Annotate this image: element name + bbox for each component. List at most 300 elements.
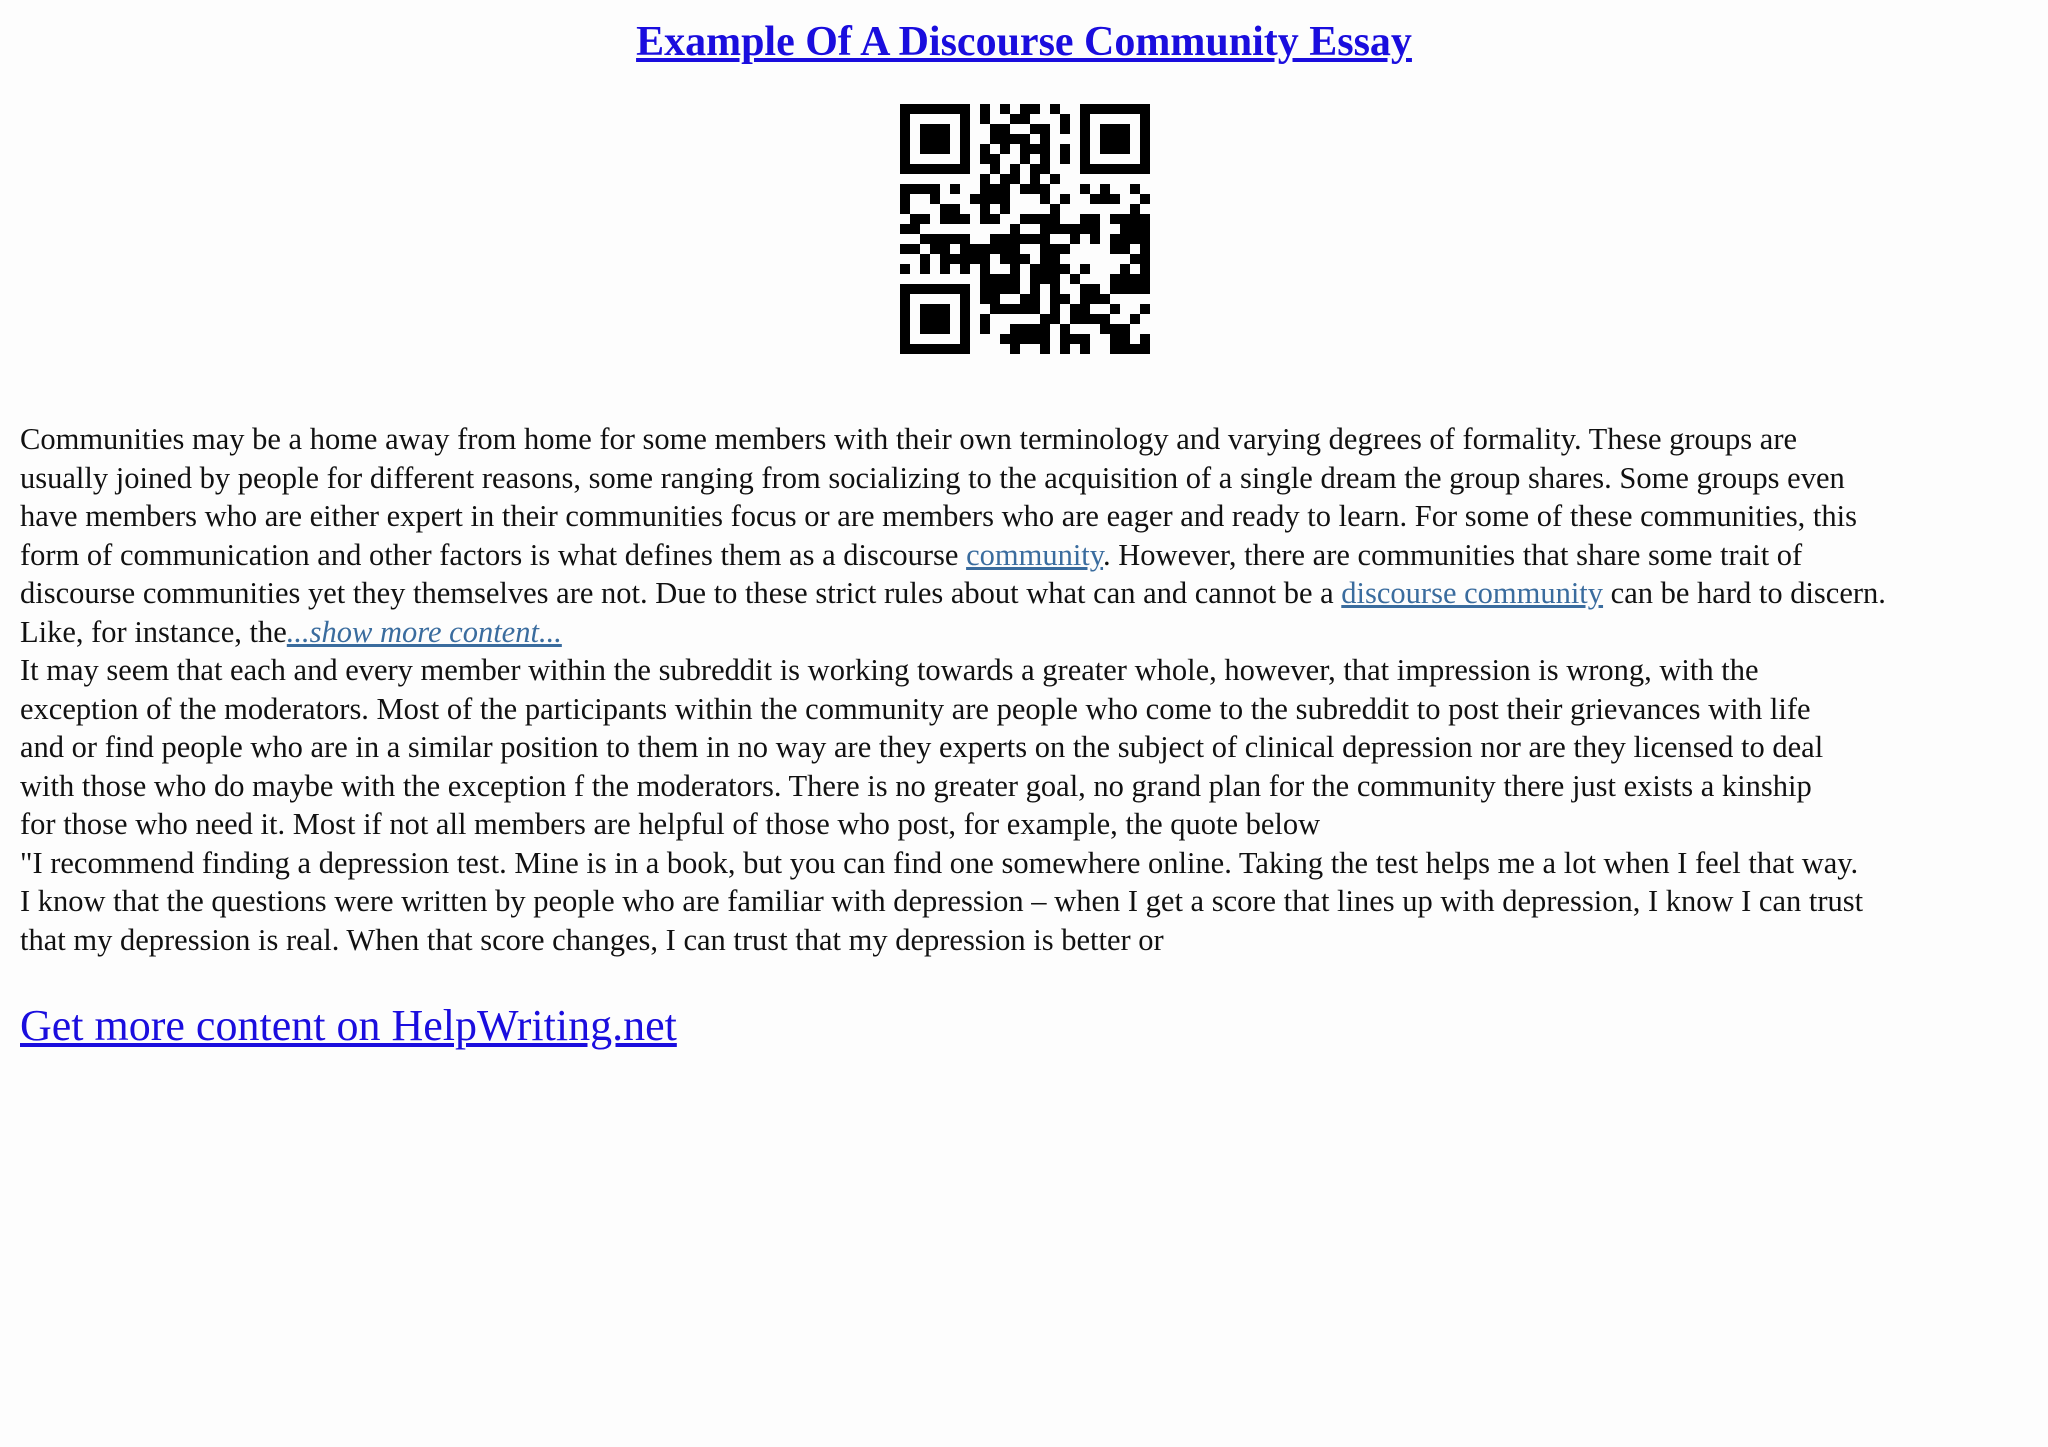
qr-module (910, 214, 920, 224)
qr-module (1060, 194, 1070, 204)
qr-module (1000, 124, 1010, 134)
qr-module (900, 334, 910, 344)
qr-module (1090, 314, 1100, 324)
qr-module (950, 204, 960, 214)
qr-module (1010, 164, 1020, 174)
qr-module (1080, 184, 1090, 194)
qr-module (1110, 214, 1120, 224)
qr-module (1020, 144, 1030, 154)
qr-module (1140, 344, 1150, 354)
qr-module (1110, 124, 1120, 134)
qr-module (970, 254, 980, 264)
show-more-link[interactable]: ...show more content... (286, 614, 562, 649)
qr-module (910, 344, 920, 354)
qr-module (960, 214, 970, 224)
qr-module (900, 144, 910, 154)
qr-module (1040, 334, 1050, 344)
qr-module (960, 104, 970, 114)
qr-module (920, 214, 930, 224)
qr-module (900, 304, 910, 314)
qr-module (920, 314, 930, 324)
qr-module (1120, 344, 1130, 354)
qr-module (960, 264, 970, 274)
qr-module (900, 264, 910, 274)
qr-module (900, 104, 910, 114)
qr-module (1060, 144, 1070, 154)
qr-module (1040, 274, 1050, 284)
qr-module (990, 134, 1000, 144)
qr-module (1060, 344, 1070, 354)
text-line: "I recommend finding a depression test. Mine is in a book, but you can find one somewhere online. Taking the test helps me a lot when I feel that way. (20, 845, 1859, 880)
qr-module (1010, 264, 1020, 274)
text-line (20, 574, 2040, 613)
qr-module (940, 344, 950, 354)
qr-module (1010, 254, 1020, 264)
qr-module (980, 114, 990, 124)
discourse-community-link[interactable]: discourse community (1341, 576, 1604, 610)
qr-module (940, 164, 950, 174)
qr-module (990, 214, 1000, 224)
qr-module (1000, 244, 1010, 254)
qr-module (1030, 304, 1040, 314)
qr-module (1120, 104, 1130, 114)
qr-module (1080, 104, 1090, 114)
qr-module (1040, 224, 1050, 234)
qr-module (920, 134, 930, 144)
qr-module (1060, 324, 1070, 334)
qr-module (1090, 214, 1100, 224)
qr-module (1000, 184, 1010, 194)
qr-module (1010, 234, 1020, 244)
qr-module (980, 214, 990, 224)
qr-module (1140, 194, 1150, 204)
qr-module (1110, 284, 1120, 294)
qr-module (1060, 114, 1070, 124)
qr-module (930, 124, 940, 134)
qr-module (1050, 264, 1060, 274)
qr-module (1000, 334, 1010, 344)
qr-module (960, 154, 970, 164)
text-segment: form of communication and other factors is what defines them as a discourse (20, 537, 967, 572)
community-link[interactable]: community (966, 537, 1104, 572)
qr-module (980, 264, 990, 274)
qr-module (1040, 214, 1050, 224)
qr-module (1070, 274, 1080, 284)
qr-module (990, 194, 1000, 204)
qr-module (1090, 194, 1100, 204)
qr-module (900, 114, 910, 124)
qr-module (1030, 174, 1040, 184)
qr-module (980, 314, 990, 324)
qr-module (1100, 314, 1110, 324)
qr-module (910, 244, 920, 254)
helpwriting-link[interactable]: Get more content on HelpWriting.net (20, 1001, 677, 1050)
qr-module (1110, 244, 1120, 254)
qr-module (1030, 104, 1040, 114)
qr-module (1010, 114, 1020, 124)
qr-module (940, 234, 950, 244)
qr-module (1080, 314, 1090, 324)
qr-module (1140, 124, 1150, 134)
qr-module (1080, 214, 1090, 224)
qr-module (900, 284, 910, 294)
qr-module (1080, 114, 1090, 124)
qr-module (990, 164, 1000, 174)
qr-module (910, 184, 920, 194)
qr-module (1020, 294, 1030, 304)
qr-module (1120, 324, 1130, 334)
qr-module (980, 194, 990, 204)
qr-module (980, 294, 990, 304)
qr-module (940, 284, 950, 294)
qr-module (1140, 274, 1150, 284)
qr-module (1010, 274, 1020, 284)
qr-module (1100, 324, 1110, 334)
qr-module (1040, 134, 1050, 144)
qr-module (960, 144, 970, 154)
qr-module (900, 294, 910, 304)
qr-module (940, 144, 950, 154)
qr-module (1040, 264, 1050, 274)
qr-module (1140, 134, 1150, 144)
qr-module (1040, 254, 1050, 264)
text-line: that my depression is real. When that score changes, I can trust that my depression is better or (20, 922, 1164, 957)
qr-module (930, 164, 940, 174)
qr-module (1080, 264, 1090, 274)
qr-module (1060, 154, 1070, 164)
qr-module (1020, 234, 1030, 244)
qr-module (980, 284, 990, 294)
qr-module (960, 244, 970, 254)
qr-module (1130, 344, 1140, 354)
qr-module (930, 144, 940, 154)
text-line: I know that the questions were written by people who are familiar with depression – when I get a score that lines up with depression, I know I can trust (20, 884, 1864, 918)
qr-module (980, 244, 990, 254)
qr-module (1100, 184, 1110, 194)
qr-module (960, 254, 970, 264)
qr-module (1050, 214, 1060, 224)
qr-module (1000, 134, 1010, 144)
qr-module (1100, 164, 1110, 174)
qr-module (1130, 314, 1140, 324)
qr-module (950, 184, 960, 194)
qr-module (930, 134, 940, 144)
qr-module (1090, 284, 1100, 294)
qr-module (1020, 104, 1030, 114)
qr-module (1050, 284, 1060, 294)
qr-module (920, 184, 930, 194)
qr-module (1130, 104, 1140, 114)
qr-module (930, 344, 940, 354)
qr-module (1110, 334, 1120, 344)
qr-module (1060, 244, 1070, 254)
text-line: with those who do maybe with the exception f the moderators. There is no greater goal, no grand plan for the community there just exists a kinship (20, 768, 1812, 803)
qr-module (980, 144, 990, 154)
qr-module (980, 204, 990, 214)
qr-module (910, 224, 920, 234)
qr-module (1040, 344, 1050, 354)
qr-module (910, 284, 920, 294)
qr-module (1080, 124, 1090, 134)
qr-module (920, 324, 930, 334)
qr-module (1110, 324, 1120, 334)
qr-module (1050, 254, 1060, 264)
text-line (20, 613, 2040, 652)
qr-module (940, 324, 950, 334)
qr-module (990, 184, 1000, 194)
qr-module (1000, 304, 1010, 314)
qr-module (1090, 294, 1100, 304)
qr-module (1050, 244, 1060, 254)
qr-module (900, 124, 910, 134)
qr-module (930, 324, 940, 334)
qr-module (1040, 194, 1050, 204)
qr-module (910, 164, 920, 174)
qr-module (1140, 114, 1150, 124)
qr-module (1140, 154, 1150, 164)
qr-module (1020, 114, 1030, 124)
qr-module (1010, 134, 1020, 144)
qr-module (1080, 224, 1090, 234)
qr-module (960, 124, 970, 134)
qr-module (1030, 334, 1040, 344)
page-title-link[interactable]: Example Of A Discourse Community Essay (636, 19, 1412, 65)
qr-module (1000, 104, 1010, 114)
qr-module (1130, 274, 1140, 284)
qr-module (900, 204, 910, 214)
qr-module (1020, 214, 1030, 224)
qr-module (1000, 234, 1010, 244)
qr-module (960, 334, 970, 344)
text-line: for those who need it. Most if not all members are helpful of those who post, for example, the quote below (20, 807, 1321, 841)
qr-module (900, 244, 910, 254)
qr-module (970, 244, 980, 254)
qr-module (1030, 184, 1040, 194)
qr-module (1090, 234, 1100, 244)
text-line: have members who are either expert in their communities focus or are members who are eager and ready to learn. For some of these communities, this (20, 499, 1857, 533)
qr-module (1080, 334, 1090, 344)
qr-module (1010, 174, 1020, 184)
qr-module (1140, 334, 1150, 344)
qr-module (930, 304, 940, 314)
qr-module (900, 344, 910, 354)
qr-module (960, 114, 970, 124)
qr-module (1040, 324, 1050, 334)
qr-module (1070, 304, 1080, 314)
qr-module (1040, 244, 1050, 254)
qr-module (1090, 164, 1100, 174)
qr-module (1020, 324, 1030, 334)
qr-module (1120, 234, 1130, 244)
qr-module (900, 314, 910, 324)
essay-body (20, 420, 2040, 959)
qr-module (1010, 284, 1020, 294)
text-line (20, 536, 2040, 575)
qr-module (1010, 334, 1020, 344)
qr-module (980, 104, 990, 114)
qr-module (930, 234, 940, 244)
qr-module (1050, 294, 1060, 304)
qr-module (1010, 324, 1020, 334)
qr-module (1000, 204, 1010, 214)
qr-module (940, 244, 950, 254)
qr-module (1070, 234, 1080, 244)
qr-module (920, 234, 930, 244)
qr-module (1080, 164, 1090, 174)
qr-module (1080, 134, 1090, 144)
qr-module (930, 244, 940, 254)
qr-module (910, 104, 920, 114)
qr-module (900, 154, 910, 164)
qr-module (900, 164, 910, 174)
qr-module (960, 134, 970, 144)
qr-module (1140, 264, 1150, 274)
qr-code-icon (900, 104, 1150, 354)
qr-module (1030, 234, 1040, 244)
qr-module (1050, 224, 1060, 234)
qr-module (1140, 244, 1150, 254)
qr-module (920, 304, 930, 314)
qr-module (960, 294, 970, 304)
qr-module (1010, 304, 1020, 314)
qr-module (1100, 104, 1110, 114)
qr-module (1090, 104, 1100, 114)
qr-module (1120, 134, 1130, 144)
qr-module (1120, 224, 1130, 234)
qr-module (1140, 254, 1150, 264)
qr-module (900, 194, 910, 204)
qr-module (1140, 104, 1150, 114)
qr-module (1120, 284, 1130, 294)
text-segment: can be hard to discern. (1603, 576, 1886, 610)
qr-module (940, 314, 950, 324)
text-segment: Like, for instance, the (20, 614, 287, 649)
text-line: and or find people who are in a similar position to them in no way are they experts on the subject of clinical depression nor are they licensed to deal (20, 730, 1824, 764)
qr-module (1110, 104, 1120, 114)
qr-module (990, 234, 1000, 244)
qr-module (980, 324, 990, 334)
qr-module (1060, 124, 1070, 134)
qr-module (1030, 264, 1040, 274)
qr-module (1140, 304, 1150, 314)
qr-module (1130, 204, 1140, 214)
qr-module (1120, 124, 1130, 134)
qr-module (1040, 184, 1050, 194)
qr-module (1050, 104, 1060, 114)
text-line: exception of the moderators. Most of the participants within the community are people who come to the subreddit to post their grievances with life (20, 691, 1811, 726)
qr-module (920, 164, 930, 174)
qr-module (1140, 164, 1150, 174)
qr-module (920, 264, 930, 274)
qr-module (1020, 304, 1030, 314)
qr-module (1080, 294, 1090, 304)
qr-module (1070, 224, 1080, 234)
qr-module (950, 234, 960, 244)
qr-module (940, 254, 950, 264)
qr-module (1050, 204, 1060, 214)
title-container (0, 18, 2048, 66)
qr-module (990, 274, 1000, 284)
qr-module (1110, 164, 1120, 174)
qr-module (960, 234, 970, 244)
qr-module (1040, 144, 1050, 154)
qr-module (1040, 164, 1050, 174)
qr-module (950, 164, 960, 174)
qr-module (950, 344, 960, 354)
qr-module (1000, 174, 1010, 184)
qr-module (1040, 124, 1050, 134)
qr-module (1080, 154, 1090, 164)
qr-module (1040, 314, 1050, 324)
qr-module (1100, 194, 1110, 204)
qr-module (1140, 284, 1150, 294)
text-line: It may seem that each and every member within the subreddit is working towards a greater whole, however, that impression is wrong, with the (20, 653, 1759, 687)
qr-module (1020, 254, 1030, 264)
qr-module (980, 174, 990, 184)
qr-module (1030, 144, 1040, 154)
qr-module (1110, 234, 1120, 244)
qr-module (1130, 284, 1140, 294)
qr-module (1130, 234, 1140, 244)
qr-module (930, 284, 940, 294)
qr-module (930, 314, 940, 324)
qr-module (1090, 224, 1100, 234)
qr-module (1000, 284, 1010, 294)
qr-module (1050, 304, 1060, 314)
qr-module (970, 194, 980, 204)
text-segment: discourse communities yet they themselves are not. Due to these strict rules about what can and cannot be a (20, 576, 1342, 610)
qr-module (1000, 254, 1010, 264)
qr-module (990, 294, 1000, 304)
qr-module (960, 304, 970, 314)
qr-module (1100, 294, 1110, 304)
qr-module (990, 304, 1000, 314)
qr-module (1030, 294, 1040, 304)
qr-module (900, 134, 910, 144)
qr-module (1120, 334, 1130, 344)
qr-module (1080, 344, 1090, 354)
qr-module (1060, 224, 1070, 234)
qr-module (990, 284, 1000, 294)
qr-module (1040, 154, 1050, 164)
qr-module (1000, 274, 1010, 284)
qr-module (1020, 154, 1030, 164)
qr-module (1130, 184, 1140, 194)
text-line: usually joined by people for different reasons, some ranging from socializing to the acquisition of a single dream the group shares. Some groups even (20, 460, 1845, 495)
qr-module (1030, 274, 1040, 284)
qr-module (1030, 124, 1040, 134)
qr-module (1140, 214, 1150, 224)
qr-module (1130, 224, 1140, 234)
qr-module (1040, 234, 1050, 244)
qr-module (1000, 144, 1010, 154)
qr-module (1120, 144, 1130, 154)
qr-module (1060, 294, 1070, 304)
qr-module (1070, 334, 1080, 344)
qr-module (1010, 344, 1020, 354)
qr-module (1080, 144, 1090, 154)
qr-module (900, 324, 910, 334)
qr-module (1120, 164, 1130, 174)
qr-module (1050, 274, 1060, 284)
qr-module (960, 324, 970, 334)
qr-module (1030, 164, 1040, 174)
qr-module (960, 314, 970, 324)
qr-module (930, 104, 940, 114)
text-line: Communities may be a home away from home for some members with their own terminology and varying degrees of formality. These groups are (20, 422, 1798, 456)
qr-module (1030, 214, 1040, 224)
qr-module (960, 344, 970, 354)
